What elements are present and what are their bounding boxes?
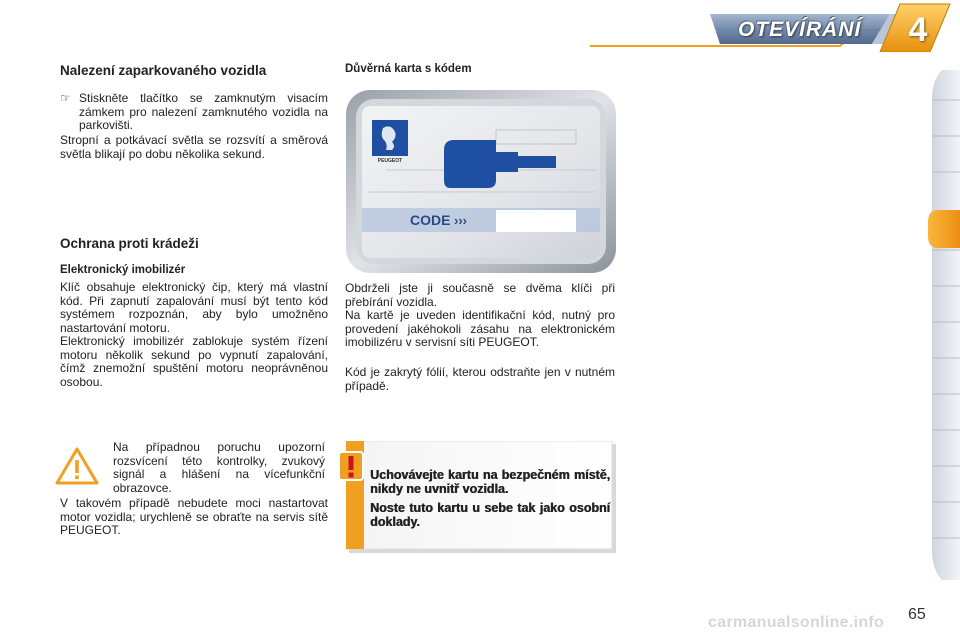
section-locate-vehicle — [60, 63, 328, 78]
alert-content — [370, 468, 610, 529]
card-code-label: CODE — [410, 212, 451, 228]
svg-text:›››: ››› — [454, 213, 467, 228]
paragraph: Na kartě je uveden identifikační kód, nutný pro provedení jakéhokoli zásahu na elektronickém imobilizéru v servisní síti PEUGEOT. — [345, 308, 615, 349]
chapter-number: 4 — [908, 11, 928, 49]
card-brand-label: PEUGEOT — [377, 158, 403, 164]
subsection-title-immobiliser: Elektronický imobilizér — [60, 264, 186, 276]
card-section-title: Důvěrná karta s kódem — [345, 63, 472, 75]
alert-line-1: Uchovávejte kartu na bezpečném místě, nikdy ne uvnitř vozidla. — [370, 468, 610, 496]
section-title-antitheft: Ochrana proti krádeži — [60, 236, 199, 251]
alert-line-2: Noste tuto kartu u sebe tak jako osobní doklady. — [370, 501, 610, 529]
exclamation-icon — [337, 450, 365, 482]
active-chapter-tab — [928, 210, 960, 248]
warning-triangle-icon — [54, 446, 100, 486]
chapter-index-tabs[interactable] — [928, 70, 960, 580]
paragraph: V takovém případě nebudete moci nastartovat motor vozidla; urychleně se obraťte na servis sítě PEUGEOT. — [60, 496, 328, 537]
paragraph: Klíč obsahuje elektronický čip, který má vlastní kód. Při zapnutí zapalování musí být tento kód systémem rozpoznán, aby bylo umožněno nastartování motoru. — [60, 280, 328, 335]
warning-text: Na případnou poruchu upozorní rozsvícení této kontrolky, zvukový signál a hlášení na vícefunkční obrazovce. — [113, 440, 325, 495]
paragraph: Stropní a potkávací světla se rozsvítí a směrová světla blikají po dobu několika sekund. — [60, 133, 328, 161]
bullet-text: Stiskněte tlačítko se zamknutým visacím zámkem pro nalezení zamknutého vozidla na parkovišti. — [79, 91, 328, 132]
paragraph: Elektronický imobilizér zablokuje systém řízení motoru několik sekund po vypnutí zapalování, čímž znemožní spuštění motoru neoprávněnou osobou. — [60, 334, 328, 389]
paragraph: Obdrželi jste ji současně se dvěma klíči při přebírání vozidla. — [345, 281, 615, 309]
bullet-item — [60, 92, 328, 133]
page-number: 65 — [908, 606, 926, 623]
code-card-image — [346, 90, 616, 273]
pointing-hand-icon: ☞ — [60, 91, 71, 105]
watermark: carmanualsonline.info — [708, 614, 885, 631]
paragraph: Kód je zakrytý fólií, kterou odstraňte jen v nutném případě. — [345, 365, 615, 393]
section-title-locate: Nalezení zaparkovaného vozidla — [60, 63, 267, 78]
chapter-title: OTEVÍRÁNÍ — [738, 18, 862, 41]
